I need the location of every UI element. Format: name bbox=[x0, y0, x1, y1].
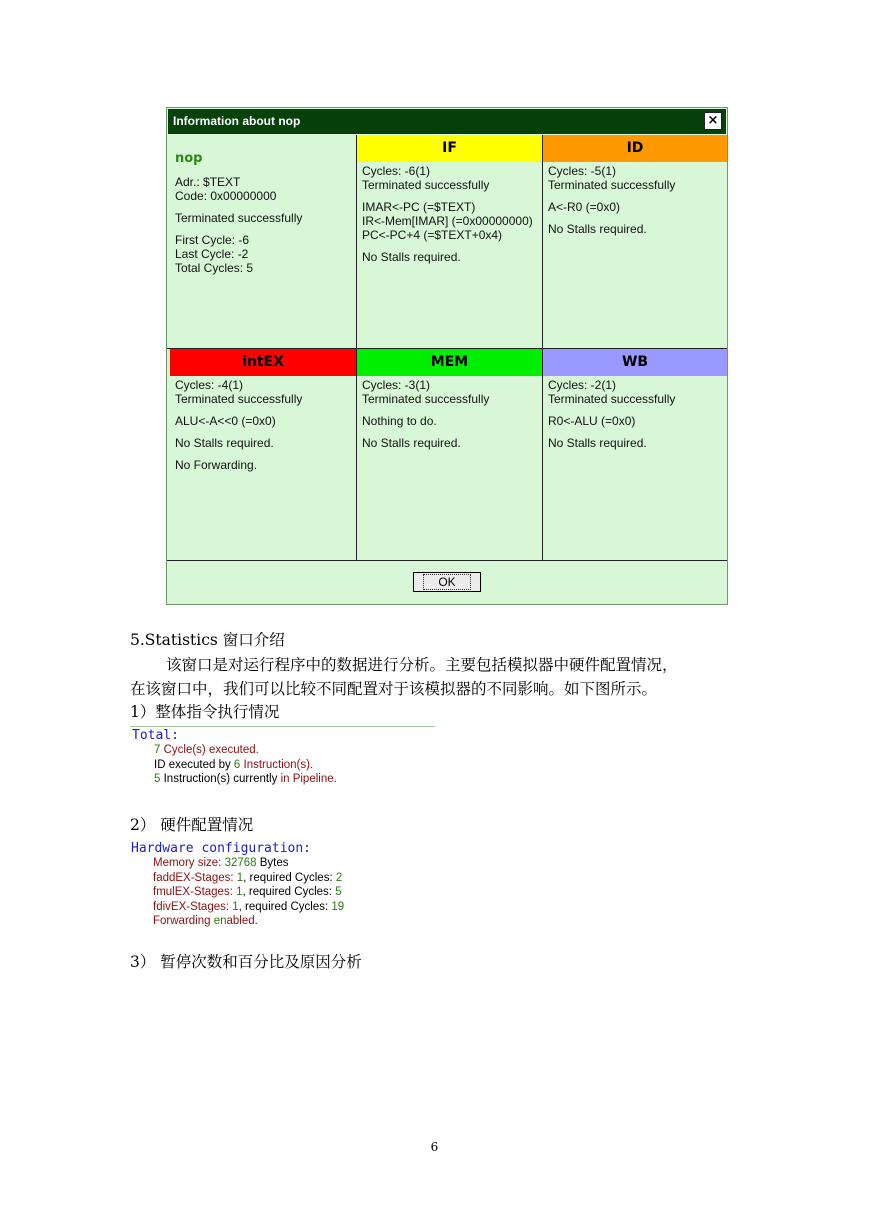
stage-panel-id bbox=[543, 135, 727, 348]
total-heading: Total: bbox=[132, 728, 179, 743]
close-icon[interactable]: × bbox=[704, 112, 722, 130]
page-number: 6 bbox=[430, 1140, 439, 1154]
forwarding-row: Forwarding enabled. bbox=[153, 915, 258, 927]
id-executed-row: ID executed by 6 Instruction(s). bbox=[154, 758, 314, 771]
stage-status: Terminated successfully bbox=[548, 178, 676, 192]
instruction-address: Adr.: $TEXT bbox=[175, 175, 241, 189]
cycles-executed-row: 7 Cycle(s) executed. bbox=[154, 744, 259, 756]
stage-cycles: Cycles: -2(1) bbox=[548, 378, 617, 392]
fdiv-row: fdivEX-Stages: 1, required Cycles: 19 bbox=[153, 900, 345, 913]
paragraph-line: 该窗口是对运行程序中的数据进行分析。主要包括模拟器中硬件配置情况， bbox=[166, 656, 678, 674]
info-dialog bbox=[166, 107, 728, 605]
stage-stalls: No Stalls required. bbox=[548, 222, 647, 236]
stage-op: A<-R0 (=0x0) bbox=[548, 200, 621, 214]
stage-stalls: No Stalls required. bbox=[548, 436, 647, 450]
list-item: 2） 硬件配置情况 bbox=[130, 816, 254, 834]
instruction-name: nop bbox=[175, 151, 203, 166]
stage-panel-if bbox=[357, 135, 542, 348]
pipeline-row: 5 Instruction(s) currently in Pipeline. bbox=[154, 773, 337, 785]
stage-op: ALU<-A<<0 (=0x0) bbox=[175, 414, 276, 428]
stage-stalls: No Stalls required. bbox=[175, 436, 274, 450]
ok-button-label: OK bbox=[423, 574, 470, 590]
stage-header-if: IF bbox=[357, 135, 542, 162]
hardware-heading: Hardware configuration: bbox=[131, 841, 312, 856]
stage-header-intex: intEX bbox=[170, 349, 356, 376]
total-panel bbox=[132, 728, 337, 787]
stage-op: IMAR<-PC (=$TEXT) bbox=[362, 200, 476, 214]
last-cycle: Last Cycle: -2 bbox=[175, 247, 249, 261]
section-heading: 5.Statistics 窗口介绍 bbox=[130, 631, 285, 649]
total-cycles: Total Cycles: 5 bbox=[175, 261, 254, 275]
stage-op: Nothing to do. bbox=[362, 414, 437, 428]
stage-cycles: Cycles: -3(1) bbox=[362, 378, 431, 392]
stage-panel-wb bbox=[543, 349, 727, 560]
stage-panel-mem bbox=[357, 349, 542, 560]
stage-stalls: No Stalls required. bbox=[362, 250, 461, 264]
stage-status: Terminated successfully bbox=[362, 392, 490, 406]
stage-op: R0<-ALU (=0x0) bbox=[548, 414, 636, 428]
stage-status: Terminated successfully bbox=[362, 178, 490, 192]
first-cycle: First Cycle: -6 bbox=[175, 233, 250, 247]
paragraph-line: 在该窗口中，我们可以比较不同配置对于该模拟器的不同影响。如下图所示。 bbox=[130, 680, 658, 698]
stage-cycles: Cycles: -4(1) bbox=[175, 378, 244, 392]
instruction-status: Terminated successfully bbox=[175, 211, 303, 225]
stage-header-wb: WB bbox=[543, 349, 727, 376]
grid-divider bbox=[167, 560, 727, 561]
ok-button[interactable] bbox=[413, 572, 481, 592]
dialog-titlebar[interactable] bbox=[168, 109, 726, 134]
instruction-info-panel bbox=[170, 135, 356, 348]
stage-status: Terminated successfully bbox=[548, 392, 676, 406]
fadd-row: faddEX-Stages: 1, required Cycles: 2 bbox=[153, 871, 343, 884]
divider bbox=[130, 726, 435, 727]
hardware-panel bbox=[131, 841, 344, 929]
list-item: 3） 暂停次数和百分比及原因分析 bbox=[130, 953, 362, 971]
list-item: 1）整体指令执行情况 bbox=[130, 703, 280, 721]
stage-header-id: ID bbox=[543, 135, 727, 162]
stage-status: Terminated successfully bbox=[175, 392, 303, 406]
stage-cycles: Cycles: -5(1) bbox=[548, 164, 617, 178]
stage-forwarding: No Forwarding. bbox=[175, 458, 258, 472]
stage-header-mem: MEM bbox=[357, 349, 542, 376]
memory-size-row: Memory size: 32768 Bytes bbox=[153, 857, 289, 869]
stage-cycles: Cycles: -6(1) bbox=[362, 164, 431, 178]
stage-stalls: No Stalls required. bbox=[362, 436, 461, 450]
stage-op: PC<-PC+4 (=$TEXT+0x4) bbox=[362, 228, 503, 242]
stage-op: IR<-Mem[IMAR] (=0x00000000) bbox=[362, 214, 533, 228]
instruction-code: Code: 0x00000000 bbox=[175, 189, 277, 203]
dialog-title: Information about nop bbox=[173, 114, 301, 128]
fmul-row: fmulEX-Stages: 1, required Cycles: 5 bbox=[153, 886, 342, 898]
stage-panel-intex bbox=[170, 349, 356, 560]
